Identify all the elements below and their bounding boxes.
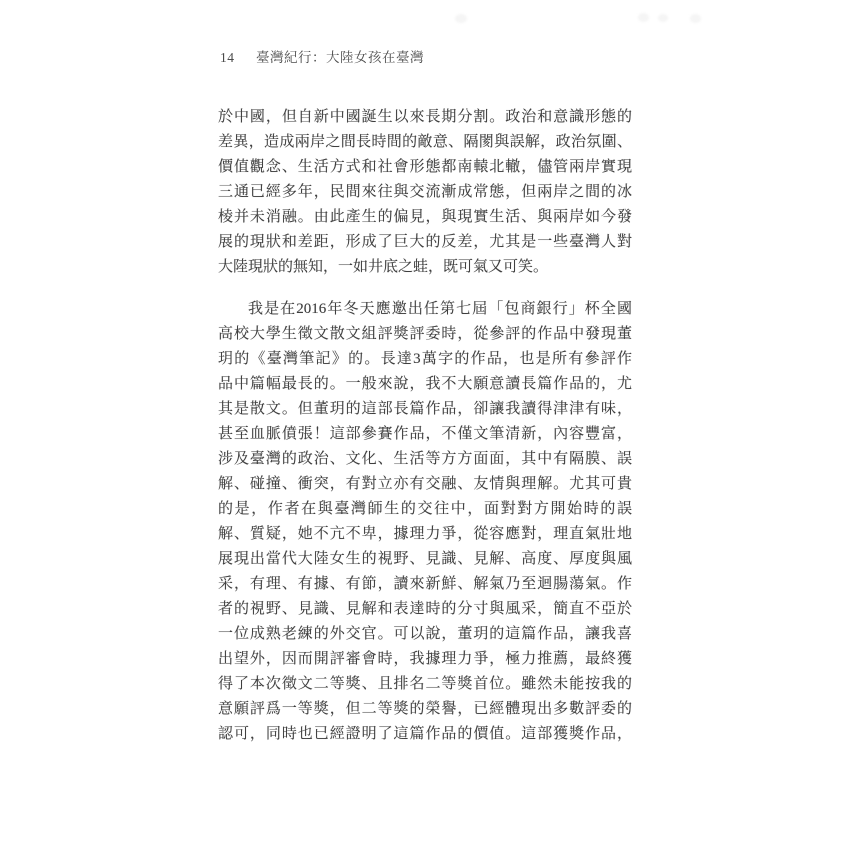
text-line: 品中篇幅最長的。一般來說，我不大願意讀長篇作品的，尤: [218, 376, 632, 392]
text-line: 三通已經多年，民間來往與交流漸成常態，但兩岸之間的冰: [218, 184, 632, 200]
text-line: 其是散文。但董玥的這部長篇作品，卻讓我讀得津津有味，: [218, 401, 632, 417]
text-line: 者的視野、見識、見解和表達時的分寸與風采，簡直不亞於: [218, 601, 632, 617]
scan-smudge: [690, 14, 701, 23]
text-line: 涉及臺灣的政治、文化、生活等方方面面，其中有隔膜、誤: [218, 451, 632, 467]
text-line: 差異，造成兩岸之間長時間的敵意、隔閡與誤解，政治氛圍、: [218, 134, 632, 150]
body-text: [218, 105, 632, 764]
text-line: 我是在2016年冬天應邀出任第七屆「包商銀行」杯全國: [248, 301, 632, 317]
paragraph: [218, 105, 632, 280]
text-line: 意願評爲一等獎，但二等獎的榮譽，已經體現出多數評委的: [218, 701, 632, 717]
text-line: 采，有理、有據、有節，讀來新鮮、解氣乃至迴腸蕩氣。作: [218, 576, 632, 592]
text-line: 解、質疑，她不亢不卑，據理力爭，從容應對，理直氣壯地: [218, 526, 632, 542]
book-title: 臺灣紀行：大陸女孩在臺灣: [256, 50, 424, 65]
text-line: 解、碰撞、衝突，有對立亦有交融、友情與理解。尤其可貴: [218, 476, 632, 492]
text-line: 價值觀念、生活方式和社會形態都南轅北轍，儘管兩岸實現: [218, 159, 632, 175]
text-line: 展的現狀和差距，形成了巨大的反差，尤其是一些臺灣人對: [218, 234, 632, 250]
scan-smudge: [638, 13, 649, 22]
scan-smudge: [658, 14, 668, 22]
text-line: 得了本次徵文二等獎、且排名二等獎首位。雖然未能按我的: [218, 676, 632, 692]
running-header: [220, 46, 424, 66]
text-line: 大陸現狀的無知，一如井底之蛙，既可氣又可笑。: [218, 259, 549, 275]
text-line: 玥的《臺灣筆記》的。長達3萬字的作品，也是所有參評作: [218, 351, 632, 367]
paragraph: [218, 297, 632, 747]
text-line: 高校大學生徵文散文組評獎評委時，從參評的作品中發現董: [218, 326, 632, 342]
text-line: 展現出當代大陸女生的視野、見識、見解、高度、厚度與風: [218, 551, 632, 567]
text-line: 甚至血脈僨張！這部參賽作品，不僅文筆清新，內容豐富，: [218, 426, 632, 442]
text-line: 於中國，但自新中國誕生以來長期分割。政治和意識形態的: [218, 109, 632, 125]
text-line: 出望外，因而開評審會時，我據理力爭，極力推薦，最終獲: [218, 651, 632, 667]
page-number: 14: [220, 50, 235, 65]
text-line: 棱并未消融。由此產生的偏見，與現實生活、與兩岸如今發: [218, 209, 632, 225]
text-line: 的是，作者在與臺灣師生的交往中，面對對方開始時的誤: [218, 501, 632, 517]
scan-smudge: [455, 14, 467, 23]
text-line: 認可，同時也已經證明了這篇作品的價值。這部獲獎作品，: [218, 726, 632, 742]
text-line: 一位成熟老練的外交官。可以說，董玥的這篇作品，讓我喜: [218, 626, 632, 642]
